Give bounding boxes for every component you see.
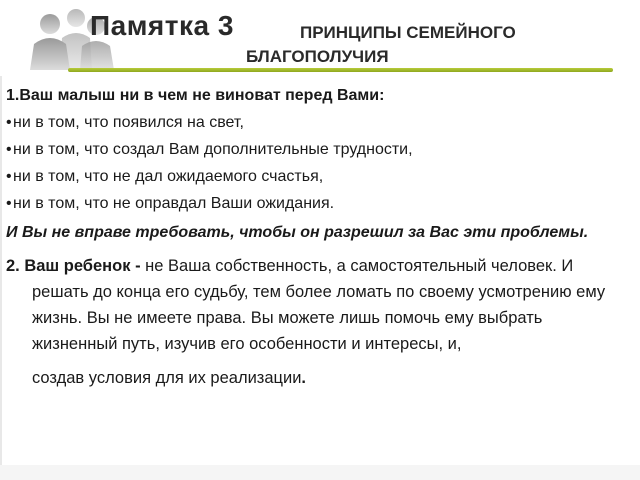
frame-left-edge [0, 76, 2, 466]
point2-end: . [301, 369, 307, 387]
point2-body: не Ваша собственность, а самостоятельный человек. И решать до конца его судьбу, тем более ломать по своему усмотрению ему жизнь. Вы не имеете права. Вы можете лишь помочь ему выбрать жизненный путь, изучив его особенности и интересы, и, [32, 257, 606, 353]
italic-note [6, 221, 632, 245]
bullet-item [6, 163, 632, 190]
point2-last-line [32, 365, 306, 391]
bullet-icon: • [6, 195, 12, 212]
bullet-text: ни в том, что не оправдал Ваши ожидания. [13, 195, 335, 212]
italic-note-text: И Вы не вправе требовать, чтобы он разрешил за Вас эти проблемы [6, 224, 584, 241]
memo-content [6, 82, 632, 391]
bullet-text: ни в том, что не дал ожидаемого счастья, [13, 168, 324, 185]
bullet-item [6, 136, 632, 163]
bullet-text: ни в том, что появился на свет, [13, 114, 244, 131]
bullet-text: ни в том, что создал Вам дополнительные трудности, [13, 141, 413, 158]
point2-paragraph [6, 253, 632, 391]
bullet-item [6, 109, 632, 136]
point1-heading: 1.Ваш малыш ни в чем не виноват перед Вами: [6, 87, 385, 104]
slide-header [0, 0, 640, 76]
title-underline [68, 68, 613, 72]
memo-subtitle-line1: ПРИНЦИПЫ СЕМЕЙНОГО [300, 23, 516, 42]
italic-note-end: . [583, 224, 589, 241]
bullet-icon: • [6, 141, 12, 158]
bullet-icon: • [6, 114, 12, 131]
point2-lead: 2. Ваш ребенок - [6, 257, 146, 275]
frame-bottom-edge [0, 465, 640, 480]
bullet-item [6, 190, 632, 217]
bullet-icon: • [6, 168, 12, 185]
memo-subtitle-line2: БЛАГОПОЛУЧИЯ [246, 47, 389, 66]
memo-title: Памятка 3 [90, 10, 234, 41]
point2-last-text: создав условия для их реализации [32, 369, 302, 387]
